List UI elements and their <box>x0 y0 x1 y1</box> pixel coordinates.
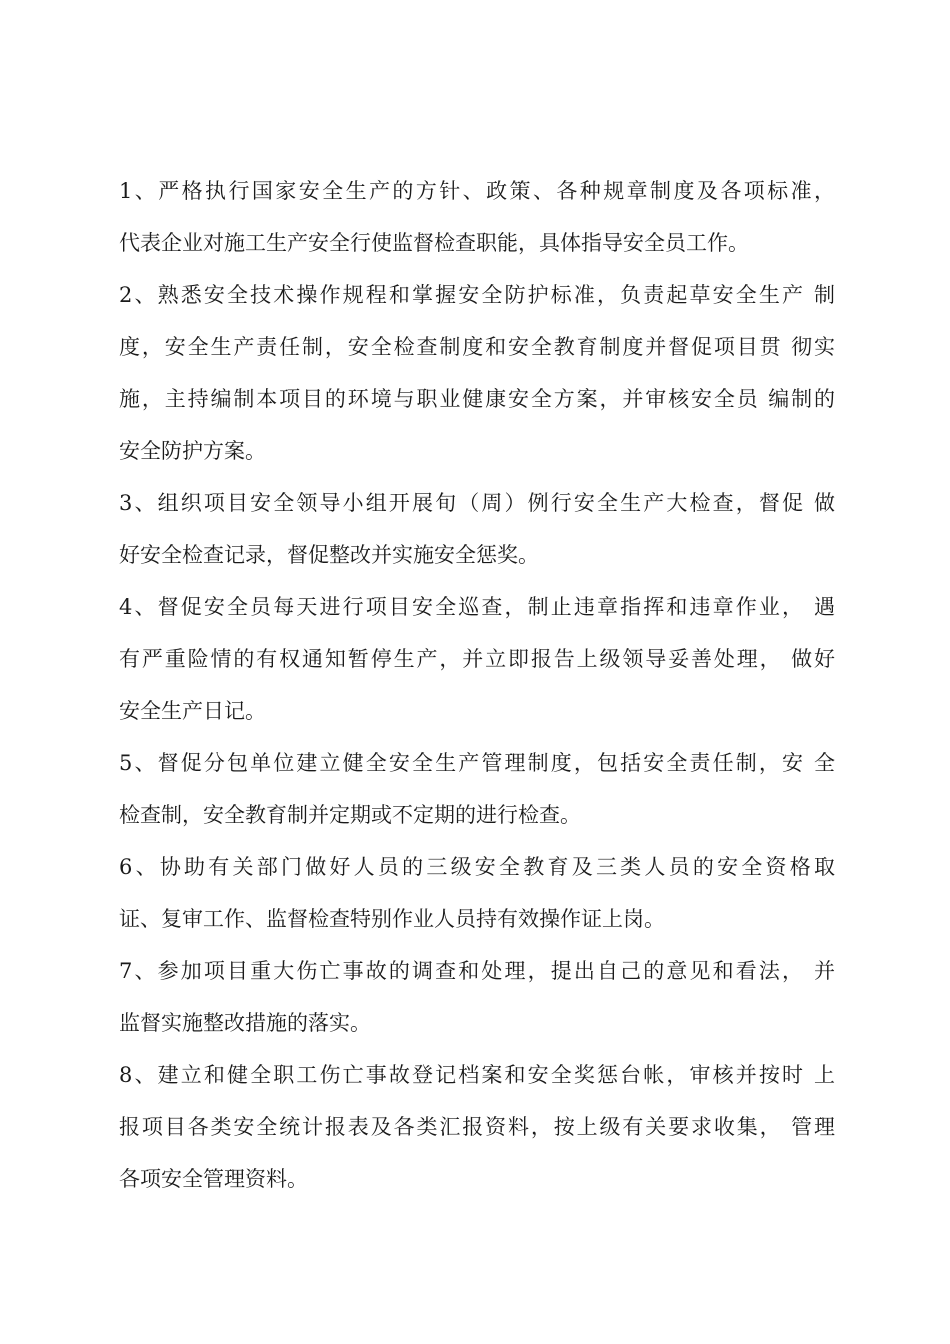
text-line: 安全防护方案。 <box>119 439 266 463</box>
text-line: 检查制，安全教育制并定期或不定期的进行检查。 <box>119 803 581 827</box>
text-line: 各项安全管理资料。 <box>119 1167 308 1191</box>
text-line: 报项目各类安全统计报表及各类汇报资料，按上级有关要求收集， 管理 <box>119 1115 835 1139</box>
text-line: 有严重险情的有权通知暂停生产，并立即报告上级领导妥善处理， 做好 <box>119 647 835 671</box>
text-line: 安全生产日记。 <box>119 699 266 723</box>
list-item-3 <box>119 477 835 581</box>
text-line: 4、督促安全员每天进行项目安全巡查，制止违章指挥和违章作业， 遇 <box>119 595 835 619</box>
text-line: 7、参加项目重大伤亡事故的调查和处理，提出自己的意见和看法， 并 <box>119 959 835 983</box>
text-line: 好安全检查记录，督促整改并实施安全惩奖。 <box>119 543 539 567</box>
list-item-8 <box>119 1049 835 1205</box>
list-item-1 <box>119 165 835 269</box>
list-item-7 <box>119 945 835 1049</box>
text-line: 监督实施整改措施的落实。 <box>119 1011 371 1035</box>
document-body <box>119 165 835 1205</box>
text-line: 2、熟悉安全技术操作规程和掌握安全防护标准，负责起草安全生产 制 <box>119 283 835 307</box>
text-line: 度，安全生产责任制，安全检查制度和安全教育制度并督促项目贯 彻实 <box>119 335 835 359</box>
text-line: 代表企业对施工生产安全行使监督检查职能，具体指导安全员工作。 <box>119 231 749 255</box>
text-line: 施，主持编制本项目的环境与职业健康安全方案，并审核安全员 编制的 <box>119 387 835 411</box>
text-line: 8、建立和健全职工伤亡事故登记档案和安全奖惩台帐，审核并按时 上 <box>119 1063 835 1087</box>
text-line: 3、组织项目安全领导小组开展旬（周）例行安全生产大检查，督促 做 <box>119 491 835 515</box>
text-line: 证、复审工作、监督检查特别作业人员持有效操作证上岗。 <box>119 907 665 931</box>
text-line: 6、协助有关部门做好人员的三级安全教育及三类人员的安全资格取 <box>119 855 835 879</box>
list-item-2 <box>119 269 835 477</box>
list-item-6 <box>119 841 835 945</box>
text-line: 1、严格执行国家安全生产的方针、政策、各种规章制度及各项标准， <box>119 179 835 203</box>
list-item-4 <box>119 581 835 737</box>
list-item-5 <box>119 737 835 841</box>
text-line: 5、督促分包单位建立健全安全生产管理制度，包括安全责任制，安 全 <box>119 751 835 775</box>
